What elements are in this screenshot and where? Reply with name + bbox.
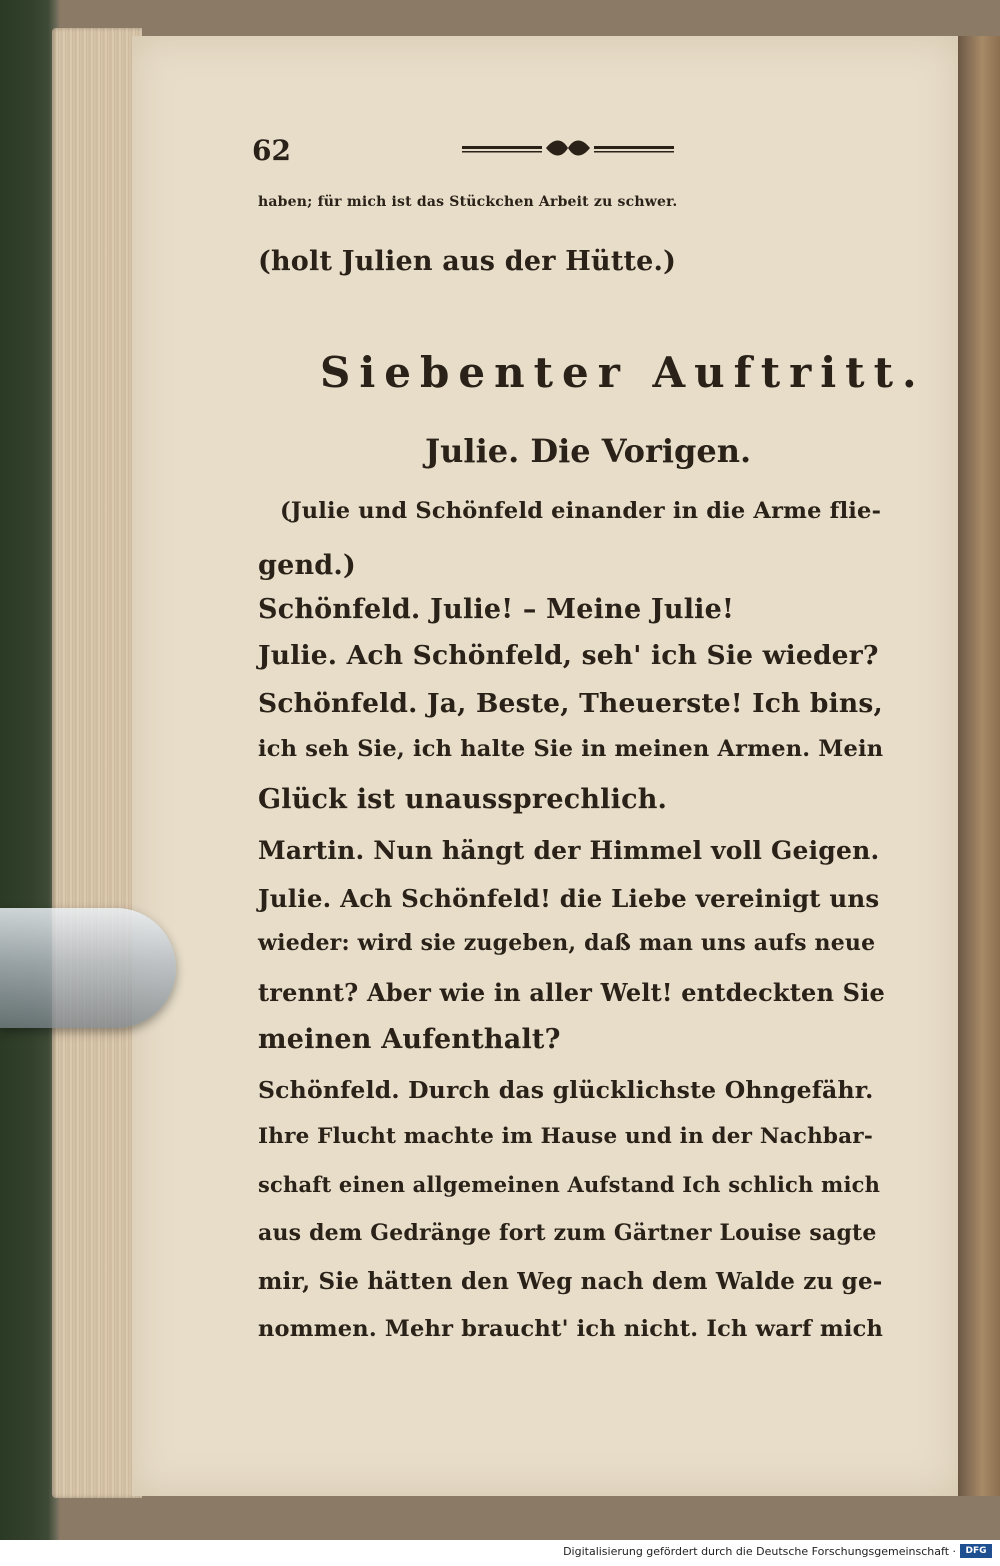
dialogue-line: Martin. Nun hängt der Himmel voll Geigen.	[258, 836, 880, 865]
text-line-1: haben; für mich ist das Stückchen Arbeit zu schwer.	[258, 194, 678, 210]
text-line-2: (holt Julien aus der Hütte.)	[258, 246, 677, 277]
dialogue-line: aus dem Gedränge fort zum Gärtner Louise sagte	[258, 1220, 877, 1246]
dialogue-line: Schönfeld. Durch das glücklichste Ohngefähr.	[258, 1076, 874, 1104]
scene-characters: Julie. Die Vorigen.	[425, 432, 752, 470]
dialogue-line: mir, Sie hätten den Weg nach dem Walde zu ge-	[258, 1268, 883, 1295]
dialogue-line: Glück ist unaussprechlich.	[258, 784, 668, 815]
dialogue-line: meinen Aufenthalt?	[258, 1024, 561, 1055]
page-holder-clip	[0, 908, 176, 1028]
dialogue-line: wieder: wird sie zugeben, daß man uns aufs neue	[258, 930, 876, 956]
funding-credit: Digitalisierung gefördert durch die Deutsche Forschungsgemeinschaft ·	[563, 1545, 956, 1558]
dialogue-line: trennt? Aber wie in aller Welt! entdeckten Sie	[258, 978, 885, 1007]
dfg-logo: DFG	[960, 1544, 992, 1558]
dialogue-line: nommen. Mehr braucht' ich nicht. Ich warf mich	[258, 1316, 884, 1342]
dialogue-line: Ihre Flucht machte im Hause und in der Nachbar-	[258, 1124, 873, 1149]
dialogue-line: schaft einen allgemeinen Aufstand Ich schlich mich	[258, 1172, 881, 1197]
dialogue-line: Julie. Ach Schönfeld! die Liebe vereinigt uns	[258, 884, 880, 913]
dialogue-line: Schönfeld. Ja, Beste, Theuerste! Ich bins,	[258, 688, 883, 719]
page-edges	[52, 28, 142, 1498]
dialogue-line: ich seh Sie, ich halte Sie in meinen Armen. Mein	[258, 736, 884, 762]
book-spine	[958, 36, 1000, 1496]
ornament-divider	[462, 138, 674, 158]
stage-direction-line-2: gend.)	[258, 550, 356, 581]
dialogue-line: Julie. Ach Schönfeld, seh' ich Sie wieder?	[258, 640, 879, 671]
stage-direction-line-1: (Julie und Schönfeld einander in die Arme flie-	[280, 498, 882, 524]
dialogue-line: Schönfeld. Julie! – Meine Julie!	[258, 594, 735, 625]
scene-heading: Siebenter Auftritt.	[320, 348, 926, 397]
page-number: 62	[252, 134, 291, 167]
